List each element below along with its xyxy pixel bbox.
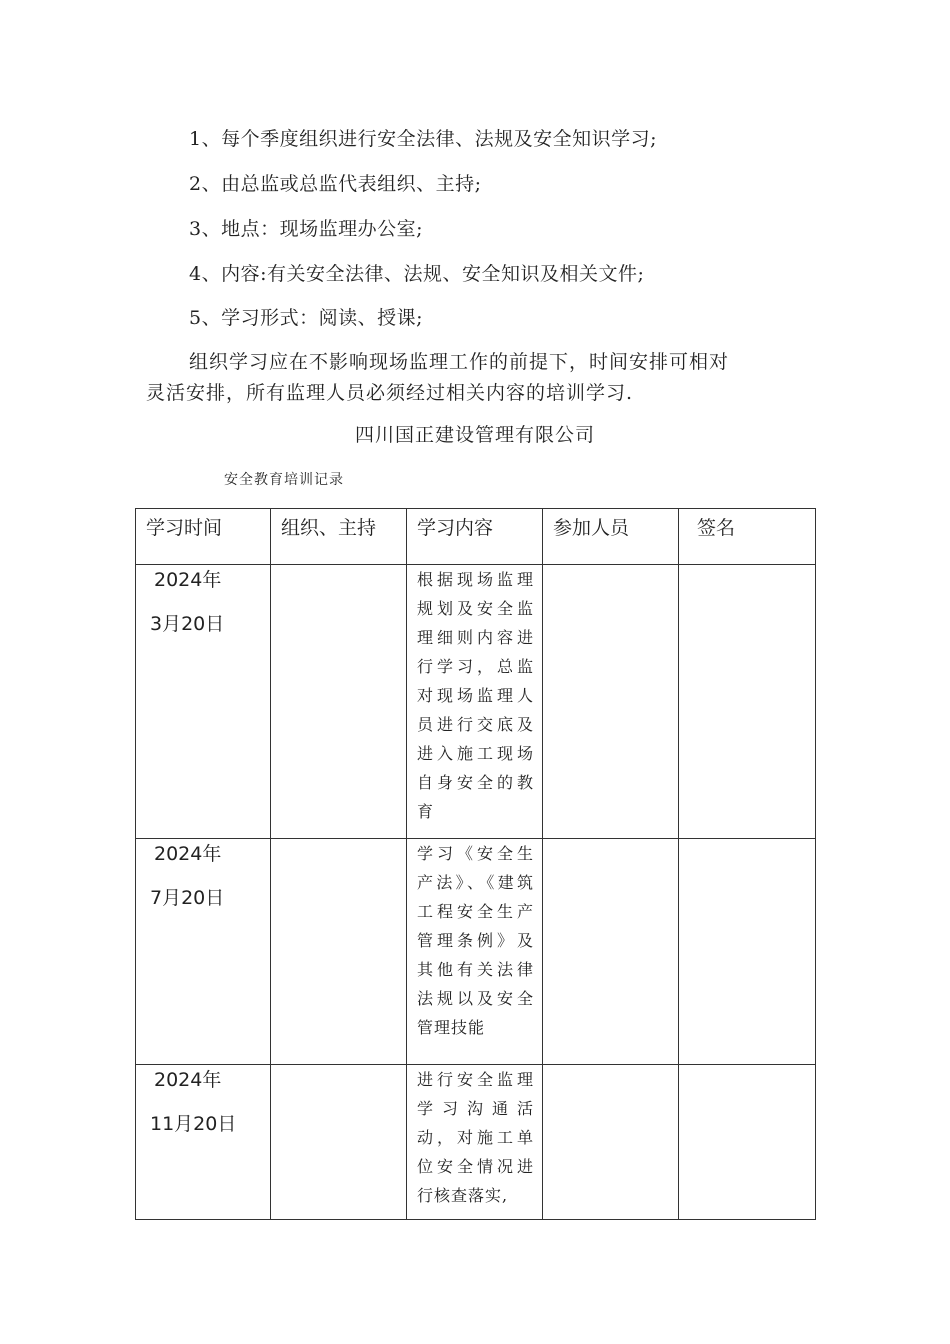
header-organizer: 组织、主持 (271, 509, 407, 565)
list-item-4: 4、内容:有关安全法律、法规、安全知识及相关文件; (189, 263, 645, 285)
date-cell: 2024年 7月20日 (136, 839, 271, 1065)
participants-cell (543, 839, 679, 1065)
participants-cell (543, 1065, 679, 1220)
header-content: 学习内容 (407, 509, 543, 565)
table-row (136, 1065, 816, 1220)
date-cell: 2024年 3月20日 (136, 565, 271, 839)
training-record-table (135, 508, 816, 1220)
header-participants: 参加人员 (543, 509, 679, 565)
organizer-cell (271, 1065, 407, 1220)
table-header-row (136, 509, 816, 565)
organizer-cell (271, 839, 407, 1065)
signature-cell (679, 1065, 816, 1220)
participants-cell (543, 565, 679, 839)
table-row (136, 839, 816, 1065)
header-study-time: 学习时间 (136, 509, 271, 565)
signature-cell (679, 839, 816, 1065)
date-cell: 2024年 11月20日 (136, 1065, 271, 1220)
paragraph-line-1: 组织学习应在不影响现场监理工作的前提下，时间安排可相对 (189, 351, 730, 373)
list-item-5: 5、学习形式：阅读、授课; (189, 307, 423, 329)
record-subtitle: 安全教育培训记录 (224, 472, 344, 488)
list-item-2: 2、由总监或总监代表组织、主持; (189, 173, 482, 195)
paragraph-line-2: 灵活安排，所有监理人员必须经过相关内容的培训学习. (146, 382, 634, 404)
content-cell: 根据现场监理规划及安全监理细则内容进行学习，总监对现场监理人员进行交底及进入施工现场自身安全的教育 (407, 565, 543, 839)
company-name: 四川国正建设管理有限公司 (354, 424, 595, 446)
list-item-1: 1、每个季度组织进行安全法律、法规及安全知识学习; (189, 128, 657, 150)
list-item-3: 3、地点：现场监理办公室; (189, 218, 423, 240)
header-signature: 签名 (679, 509, 816, 565)
signature-cell (679, 565, 816, 839)
table-row (136, 565, 816, 839)
content-cell: 进行安全监理学习沟通活动，对施工单位安全情况进行核查落实, (407, 1065, 543, 1220)
content-cell: 学习《安全生产法》、《建筑工程安全生产管理条例》及其他有关法律法规以及安全管理技能 (407, 839, 543, 1065)
organizer-cell (271, 565, 407, 839)
